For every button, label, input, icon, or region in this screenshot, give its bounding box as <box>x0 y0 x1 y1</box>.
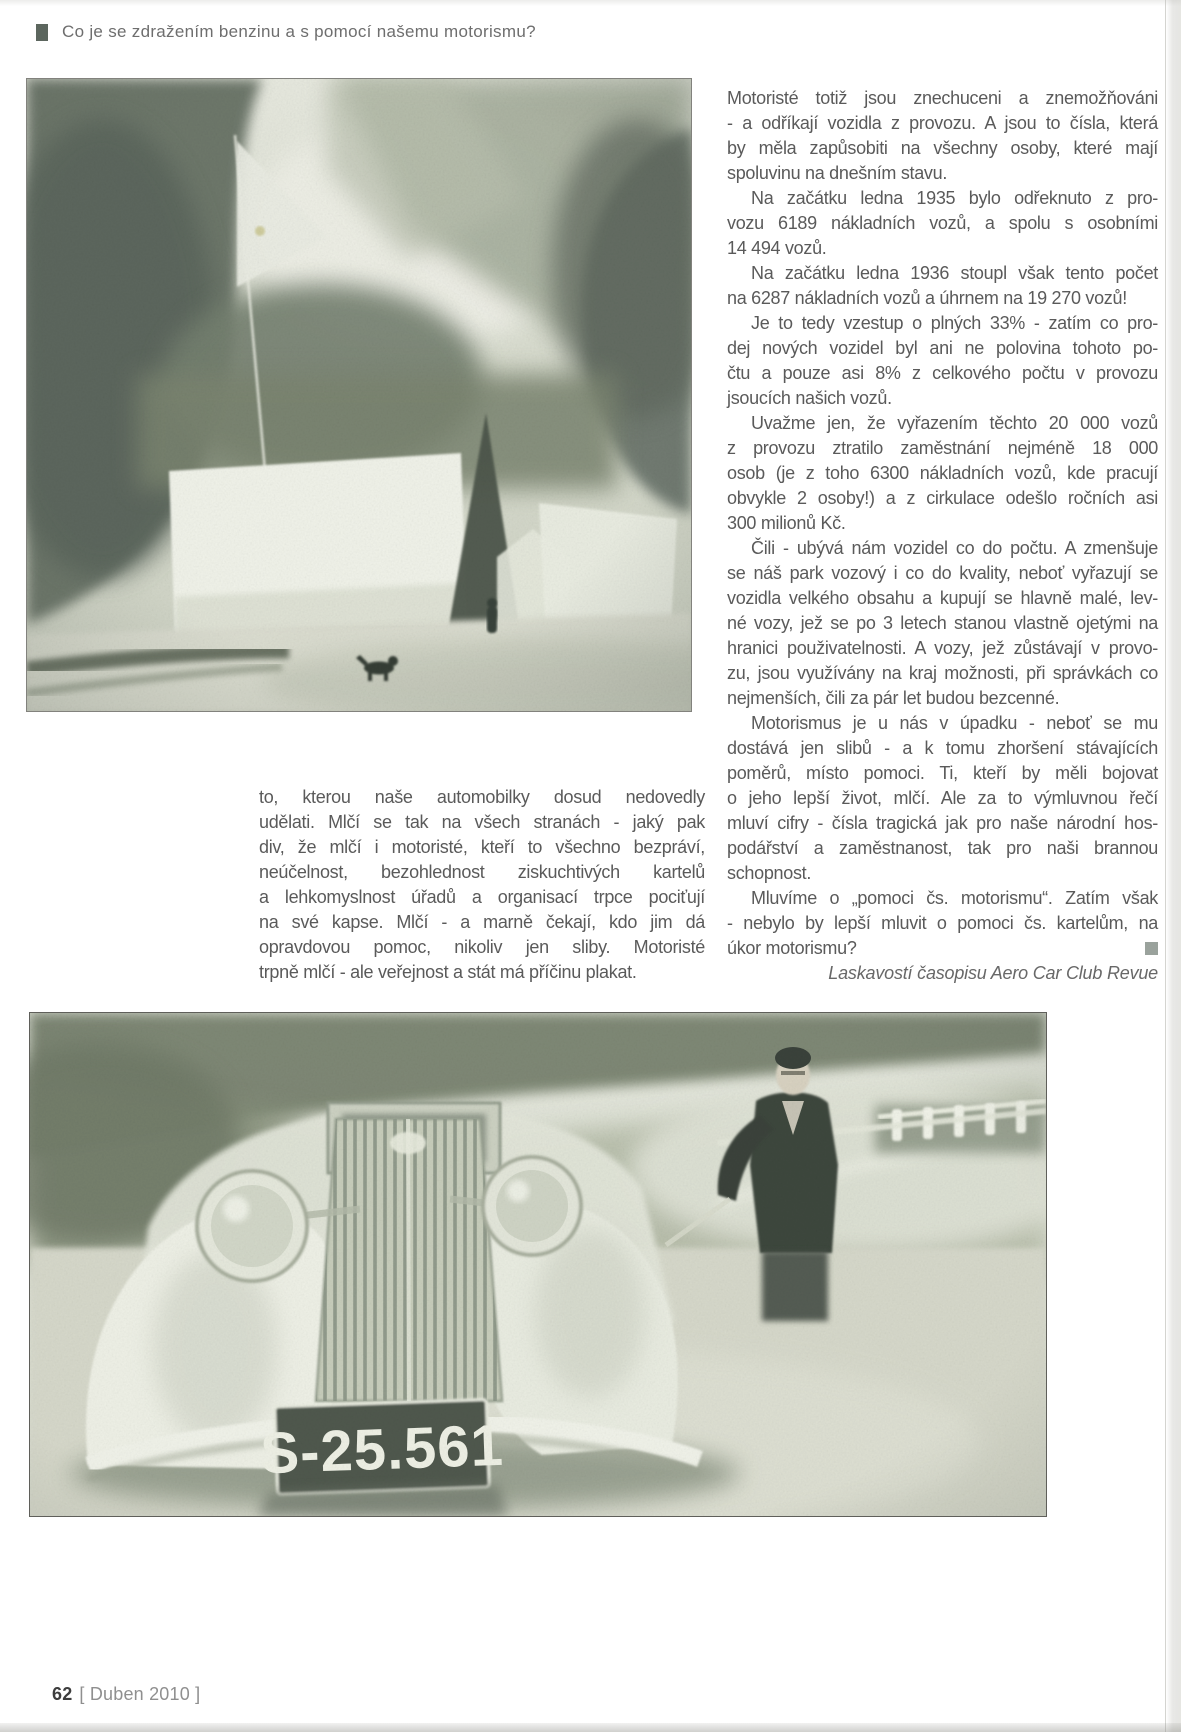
bottom-photo-illustration <box>30 1013 1046 1516</box>
text-line: Uvažme jen, že vyřazením těchto 20 000 vozů <box>751 413 1158 433</box>
text-line: Mluvíme o „pomoci čs. motorismu“. Zatím však <box>751 888 1158 908</box>
text-line: osob (je z toho 6300 nákladních vozů, kde pracují <box>727 463 1158 483</box>
page-number: 62 <box>52 1684 73 1704</box>
top-photo-illustration <box>27 79 691 711</box>
text-line: to, kterou naše automobilky dosud nedovedly <box>259 787 705 807</box>
text-line: vozidla velkého obsahu a kupují se hlavně malé, lev- <box>727 588 1158 608</box>
text-line: a lehkomyslnost úřadů a organisací trpce pociťují <box>259 887 705 907</box>
text-line: trpně mlčí - ale veřejnost a stát má příčinu plakat. <box>259 962 637 982</box>
text-line: by měla zapůsobiti na všechny osoby, které mají <box>727 138 1158 158</box>
right-text-column <box>727 86 1158 936</box>
text-line: jsoucích našich vozů. <box>727 388 892 408</box>
text-line: Čili - ubývá nám vozidel co do počtu. A zmenšuje <box>751 538 1158 558</box>
text-line: nejmenších, čili za pár let budou bezcenné. <box>727 688 1060 708</box>
text-line: na 6287 nákladních vozů a úhrnem na 19 270 vozů! <box>727 288 1127 308</box>
text-line: čtu a pouze asi 8% z celkového počtu v provozu <box>727 363 1158 383</box>
text-line: 300 milionů Kč. <box>727 513 846 533</box>
credit-line: Laskavostí časopisu Aero Car Club Revue <box>828 963 1158 983</box>
square-bullet-icon <box>36 24 48 41</box>
text-line: opravdovou pomoc, nikoliv jen sliby. Motoristé <box>259 937 705 957</box>
text-line: Je to tedy vzestup o plných 33% - zatím co pro- <box>751 313 1158 333</box>
text-line: udělati. Mlčí se tak na všech stranách - jaký pak <box>259 812 705 832</box>
text-line: mluví cifry - čísla tragická jak pro naše národní hos- <box>727 813 1158 833</box>
right-column-end <box>727 936 1158 986</box>
text-line: div, že mlčí i motoristé, kteří to všechno bezpráví, <box>259 837 705 857</box>
text-line: Motoristé totiž jsou znechuceni a znemožňováni <box>727 88 1158 108</box>
text-line: poměrů, místo pomoci. Ti, kteří by měli bojovat <box>727 763 1158 783</box>
text-line: vozu 6189 nákladních vozů, a spolu s osobními <box>727 213 1158 233</box>
end-of-article-mark <box>1145 942 1158 955</box>
issue-label: [ Duben 2010 ] <box>79 1684 201 1704</box>
page-footer <box>52 1684 200 1705</box>
text-line: né vozy, jež se po 3 letech stanou vlastně ojetými na <box>727 613 1158 633</box>
scan-edge-top <box>0 0 1181 6</box>
top-photo-mountain-valley <box>26 78 692 712</box>
text-line: - a odříkají vozidla z provozu. A jsou to čísla, která <box>727 113 1158 133</box>
scan-edge-right <box>1165 0 1181 1732</box>
text-line: obvykle 2 osoby!) a z cirkulace odešlo ročních asi <box>727 488 1158 508</box>
text-line: podářství a zaměstnanost, tak pro naši brannou <box>727 838 1158 858</box>
text-line: neúčelnost, bezohlednost ziskuchtivých kartelů <box>259 862 705 882</box>
closing-line-row <box>727 936 1158 961</box>
text-line: zu, jsou využívány na kraj možnosti, při správkách co <box>727 663 1158 683</box>
left-text-column <box>259 785 705 985</box>
text-line: schopnost. <box>727 863 812 883</box>
text-line: 14 494 vozů. <box>727 238 827 258</box>
text-line: - nebylo by lepší mluvit o pomoci čs. kartelům, na <box>727 913 1158 933</box>
text-line: se náš park vozový i co do kvality, neboť vyřazují se <box>727 563 1158 583</box>
article-title: Co je se zdražením benzinu a s pomocí našemu motorismu? <box>62 22 536 41</box>
bottom-photo-aero-roadster <box>29 1012 1047 1517</box>
text-line: Na začátku ledna 1936 stoupl však tento počet <box>751 263 1158 283</box>
text-line: o jeho lepší život, mlčí. Ale za to výmluvnou řečí <box>727 788 1158 808</box>
text-line: Na začátku ledna 1935 bylo odřeknuto z pro- <box>751 188 1158 208</box>
text-line: Motorismus je u nás v úpadku - neboť se mu <box>751 713 1158 733</box>
scan-edge-bottom <box>0 1723 1181 1732</box>
text-line: z provozu ztratilo zaměstnání nejméně 18 000 <box>727 438 1158 458</box>
text-line: na své kapse. Mlčí - a marně čekají, kdo jim dá <box>259 912 705 932</box>
text-line: dostává jen slibů - a k tomu zhoršení stávajících <box>727 738 1158 758</box>
text-line: spoluvinu na dnešním stavu. <box>727 163 948 183</box>
closing-line: úkor motorismu? <box>727 938 857 958</box>
text-line: hranici použivatelnosti. A vozy, jež zůstávají v provo- <box>727 638 1158 658</box>
text-line: dej nových vozidel byl ani ne polovina tohoto po- <box>727 338 1158 358</box>
article-header <box>36 22 536 42</box>
